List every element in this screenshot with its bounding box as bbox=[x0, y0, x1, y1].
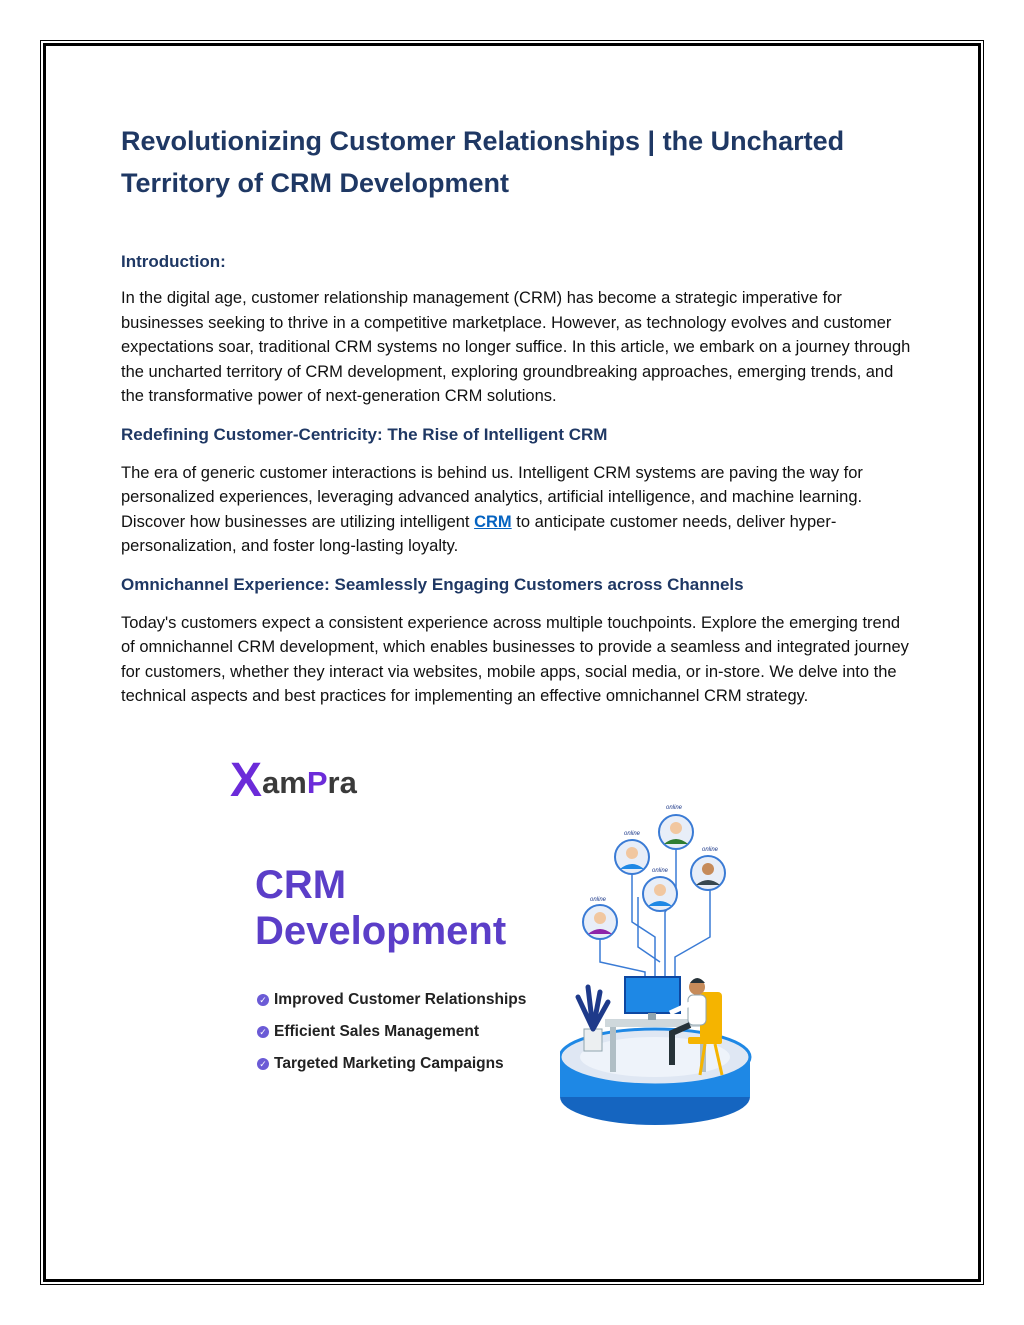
check-icon: ✓ bbox=[257, 1058, 269, 1070]
page-title: Revolutionizing Customer Relationships | the Uncharted Territory of CRM Development bbox=[121, 126, 845, 198]
avatar-online-icon bbox=[583, 897, 617, 939]
avatar-online-icon bbox=[615, 831, 649, 874]
avatar-online-icon bbox=[643, 868, 677, 911]
section1-text-before: The era of generic customer interactions is behind us. Intelligent CRM systems are paving the way for personalized experiences, leveraging advanced analytics, artificial intelligence, and machine learning. Discover how businesses are utilizing intelligent bbox=[121, 463, 863, 531]
logo-p: P bbox=[306, 765, 328, 800]
feature-list bbox=[257, 984, 526, 1080]
intro-paragraph: In the digital age, customer relationship management (CRM) has become a strategic imperative for businesses seeking to thrive in a competitive marketplace. However, as technology evolves and customer expectations soar, traditional CRM systems no longer suffice. In this article, we embark on a journey through the uncharted territory of CRM development, exploring groundbreaking approaches, emerging trends, and the transformative power of next-generation CRM solutions. bbox=[121, 289, 911, 405]
crm-banner-image bbox=[225, 752, 805, 1132]
online-label: online bbox=[590, 897, 607, 903]
feature-item: ✓ Efficient Sales Management bbox=[257, 1016, 526, 1048]
online-label: online bbox=[666, 805, 683, 811]
banner-heading-line1: CRM bbox=[255, 863, 347, 907]
check-icon: ✓ bbox=[257, 994, 269, 1006]
avatar-online-icon bbox=[691, 847, 725, 890]
logo-x: X bbox=[230, 754, 263, 807]
banner-heading-line2: Development bbox=[255, 909, 507, 953]
online-label: online bbox=[652, 868, 669, 874]
logo-am: am bbox=[262, 765, 307, 800]
crm-illustration bbox=[560, 797, 775, 1127]
section2-paragraph: Today's customers expect a consistent experience across multiple touchpoints. Explore the emerging trend of omnichannel CRM development, which enables businesses to provide a seamless and integrated journey for customers, whether they interact via websites, mobile apps, social media, or in-store. We delve into the technical aspects and best practices for implementing an effective omnichannel CRM strategy. bbox=[121, 613, 909, 705]
feature-item: ✓ Targeted Marketing Campaigns bbox=[257, 1048, 526, 1080]
logo-ra: ra bbox=[327, 765, 357, 800]
check-icon: ✓ bbox=[257, 1026, 269, 1038]
logo-text bbox=[262, 758, 357, 808]
avatar-online-icon bbox=[659, 805, 693, 849]
xampra-logo bbox=[230, 756, 357, 806]
intro-heading: Introduction: bbox=[121, 252, 226, 271]
online-label: online bbox=[702, 847, 719, 853]
section1-paragraph bbox=[121, 461, 911, 559]
feature-item: ✓ Improved Customer Relationships bbox=[257, 984, 526, 1016]
banner-heading bbox=[255, 862, 506, 954]
crm-link[interactable]: CRM bbox=[474, 512, 512, 531]
section1-heading: Redefining Customer-Centricity: The Rise of Intelligent CRM bbox=[121, 424, 608, 444]
section1-text-after: to anticipate customer needs, deliver hyper-personalization, and foster long-lasting loyalty. bbox=[121, 512, 837, 555]
online-label: online bbox=[624, 831, 641, 837]
section2-heading: Omnichannel Experience: Seamlessly Engaging Customers across Channels bbox=[121, 574, 744, 594]
article bbox=[121, 120, 911, 709]
